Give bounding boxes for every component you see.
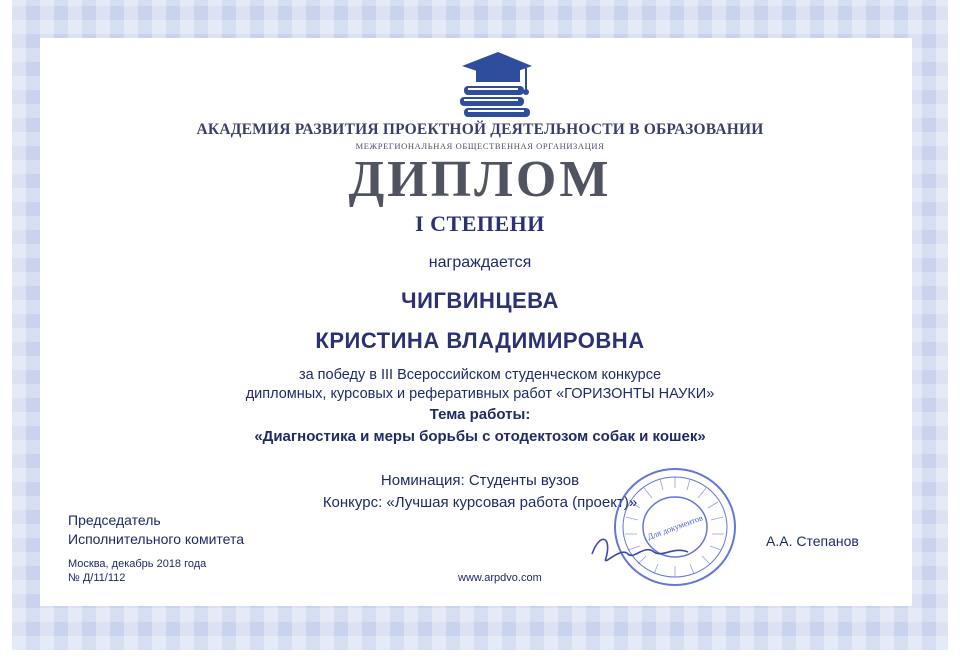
organization-type: МЕЖРЕГИОНАЛЬНАЯ ОБЩЕСТВЕННАЯ ОРГАНИЗАЦИЯ: [355, 141, 605, 151]
academy-logo-icon: [456, 50, 534, 120]
awarded-text: награждается: [428, 254, 532, 271]
chair-title-line1: Председатель: [68, 512, 161, 528]
website: www.arpdvo.com: [458, 572, 542, 584]
recipient-surname: ЧИГВИНЦЕВА: [401, 288, 559, 313]
award-reason-line2: дипломных, курсовых и реферативных работ «ГОРИЗОНТЫ НАУКИ»: [245, 386, 715, 402]
academy-name: АКАДЕМИЯ РАЗВИТИЯ ПРОЕКТНОЙ ДЕЯТЕЛЬНОСТИ В ОБРАЗОВАНИИ: [196, 121, 764, 138]
chair-title-line2: Исполнительного комитета: [68, 531, 245, 547]
recipient-given-names: КРИСТИНА ВЛАДИМИРОВНА: [315, 328, 645, 353]
award-reason-line1: за победу в III Всероссийском студенческом конкурсе: [298, 367, 662, 383]
topic-label: Тема работы:: [429, 406, 531, 423]
seal-stamp: [590, 462, 740, 592]
signer-name: А.А. Степанов: [766, 533, 859, 549]
diploma-number: № Д/11/112: [68, 572, 126, 584]
diploma-title: ДИПЛОМ: [348, 151, 612, 208]
diploma-degree: I СТЕПЕНИ: [415, 211, 545, 236]
nomination: Номинация: Студенты вузов: [380, 472, 580, 489]
work-topic: «Диагностика и меры борьбы с отодектозом собак и кошек»: [254, 428, 706, 445]
place-and-date: Москва, декабрь 2018 года: [68, 558, 207, 570]
stamp-center-text: Для документов: [645, 512, 705, 542]
contest: Конкурс: «Лучшая курсовая работа (проект)»: [322, 494, 638, 511]
